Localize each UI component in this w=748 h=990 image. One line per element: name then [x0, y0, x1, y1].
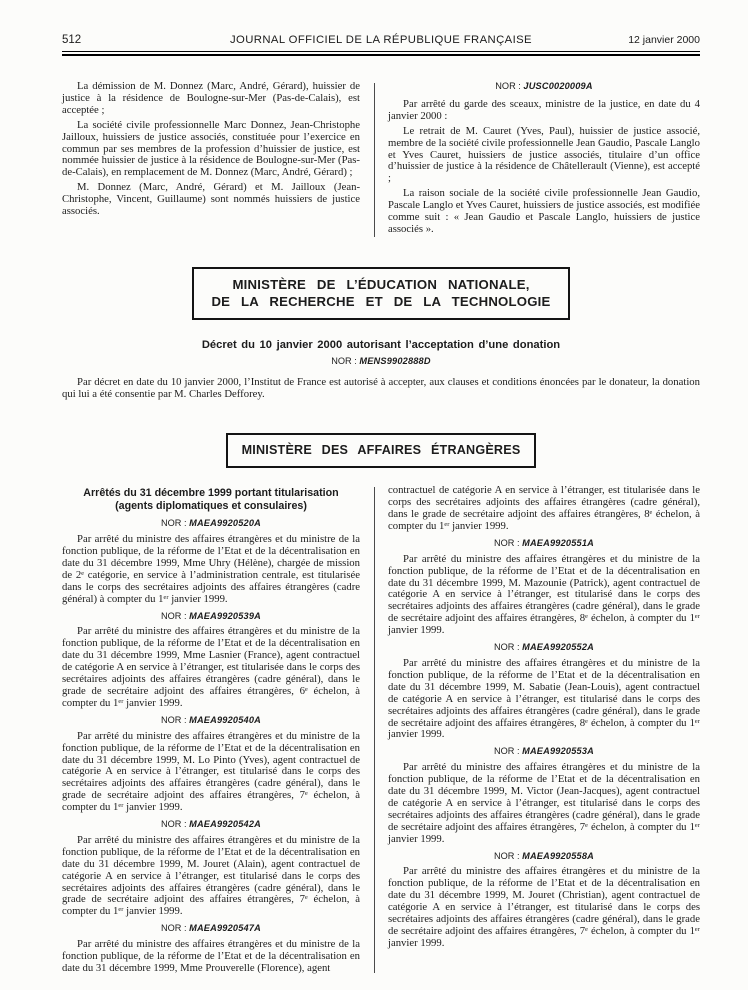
education-ministry-heading-wrap [62, 267, 700, 320]
nor-line [62, 715, 360, 727]
nor-label: NOR : [495, 81, 521, 91]
foreign-affairs-section [62, 485, 700, 975]
nor-line [388, 851, 700, 863]
arretes-title-line1: Arrêtés du 31 décembre 1999 portant titularisation [83, 487, 339, 500]
nor-line [388, 81, 700, 93]
education-ministry-box [192, 267, 569, 320]
foreign-left-column [62, 485, 360, 975]
nor-line [388, 642, 700, 654]
paragraph: Le retrait de M. Cauret (Yves, Paul), huissier de justice associé, membre de la société civile professionnelle Jean Gaudio, Pascale Langlo et Yves Cauret, huissiers de justice associés, titulaire d’un office d’huissier de justice à la résidence de Châtellerault (Vienne), est accepté ; [388, 124, 700, 185]
nor-value: MAEA9920520A [189, 518, 261, 529]
nor-line [62, 611, 360, 623]
column-divider [374, 487, 375, 973]
nor-value: MAEA9920551A [522, 537, 594, 548]
foreign-ministry-heading-wrap [62, 433, 700, 469]
nor-value: MAEA9920558A [522, 850, 594, 861]
nor-line [62, 819, 360, 831]
arretes-title-line2: (agents diplomatiques et consulaires) [115, 500, 307, 513]
nor-label: NOR : [161, 610, 187, 621]
nor-label: NOR : [494, 850, 520, 861]
nor-line [62, 518, 360, 530]
foreign-right-column [388, 485, 700, 975]
nor-label: NOR : [161, 714, 187, 725]
nor-value: MENS9902888D [359, 355, 431, 366]
nor-label: NOR : [161, 518, 187, 529]
nor-value: MAEA9920539A [189, 610, 261, 621]
nor-value: JUSC0020009A [523, 81, 593, 91]
paragraph: Par arrêté du ministre des affaires étrangères et du ministre de la fonction publique, de la réforme de l’Etat et de la décentralisation en date du 31 décembre 1999, M. Jouret (Alain), agent contractuel de catégorie A en service à l’étranger, est titularisé dans le corps des secrétaires adjoints des affaires étrangères (cadre général), dans le grade de secrétaire adjoint des affaires étrangères, 7ᵉ échelon, à compter du 1ᵉʳ janvier 1999. [62, 833, 360, 918]
nor-label: NOR : [494, 537, 520, 548]
nor-label: NOR : [331, 355, 357, 366]
column-divider [374, 83, 375, 237]
nor-label: NOR : [494, 642, 520, 653]
paragraph: Par arrêté du ministre des affaires étrangères et du ministre de la fonction publique, de la réforme de l’Etat et de la décentralisation en date du 31 décembre 1999, Mme Lasnier (France), agent contractuel de catégorie A en service à l’étranger, est titularisée dans le corps des secrétaires adjoints des affaires étrangères (cadre général), dans le grade de secrétaire adjoint des affaires étrangères, 6ᵉ échelon, à compter du 1ᵉʳ janvier 1999. [62, 625, 360, 709]
paragraph: Par arrêté du ministre des affaires étrangères et du ministre de la fonction publique, de la réforme de l’Etat et de la décentralisation en date du 31 décembre 1999, M. Lo Pinto (Yves), agent contractuel de catégorie A en service à l’étranger, est titularisé dans le corps des secrétaires adjoints des affaires étrangères (cadre général), dans le grade de secrétaire adjoint des affaires étrangères, 7ᵉ échelon, à compter du 1ᵉʳ janvier 1999. [62, 729, 360, 814]
continuation-paragraph: contractuel de catégorie A en service à l’étranger, est titularisée dans le corps des secrétaires adjoints des affaires étrangères (cadre général), dans le grade de secrétaire adjoint des affaires étrangères, 8ᵉ échelon, à compter du 1ᵉʳ janvier 1999. [388, 484, 700, 532]
issue-date: 12 janvier 2000 [628, 34, 700, 46]
nor-value: MAEA9920547A [189, 923, 261, 934]
paragraph: M. Donnez (Marc, André, Gérard) et M. Jailloux (Jean-Christophe, Vincent, Guillaume) sont nommés huissiers de justice associés. [62, 181, 360, 218]
ministry-heading-line2: DE LA RECHERCHE ET DE LA TECHNOLOGIE [211, 294, 551, 310]
nor-value: MAEA9920553A [522, 746, 594, 757]
journal-title: JOURNAL OFFICIEL DE LA RÉPUBLIQUE FRANÇAISE [230, 34, 532, 46]
paragraph: La démission de M. Donnez (Marc, André, Gérard), huissier de justice à la résidence de Boulogne-sur-Mer (Pas-de-Calais), est acceptée ; [62, 80, 360, 116]
foreign-ministry-box: MINISTÈRE DES AFFAIRES ÉTRANGÈRES [226, 433, 537, 469]
nor-value: MAEA9920552A [522, 642, 594, 653]
nor-line [388, 538, 700, 550]
page-header [62, 34, 700, 46]
paragraph: Par arrêté du ministre des affaires étrangères et du ministre de la fonction publique, de la réforme de l’Etat et de la décentralisation en date du 31 décembre 1999, M. Sabatie (Jean-Louis), agent contractuel de catégorie A en service à l’étranger, est titularisé dans le corps des secrétaires adjoints des affaires étrangères (cadre général), dans le grade de secrétaire adjoint des affaires étrangères, 8ᵉ échelon, à compter du 1ᵉʳ janvier 1999. [388, 656, 700, 741]
decree-title: Décret du 10 janvier 2000 autorisant l’acceptation d’une donation [201, 338, 561, 351]
nor-value: MAEA9920540A [189, 714, 261, 725]
nor-label: NOR : [161, 923, 187, 934]
paragraph: Par arrêté du ministre des affaires étrangères et du ministre de la fonction publique, de la réforme de l’Etat et de la décentralisation en date du 31 décembre 1999, M. Victor (Jean-Jacques), agent contractuel de catégorie A en service à l’étranger, est titularisé dans le corps des secrétaires adjoints des affaires étrangères (cadre général), dans le grade de secrétaire adjoint des affaires étrangères, 7ᵉ échelon, à compter du 1ᵉʳ janvier 1999. [388, 761, 700, 845]
header-rule-thin [62, 51, 700, 52]
nor-label: NOR : [494, 746, 520, 757]
decree-body [62, 377, 700, 401]
arretes-title [62, 487, 360, 513]
nor-label: NOR : [161, 819, 187, 830]
justice-left-column [62, 81, 360, 239]
nor-line [62, 356, 700, 366]
justice-right-column [388, 81, 700, 239]
paragraph: Par arrêté du ministre des affaires étrangères et du ministre de la fonction publique, de la réforme de l’Etat et de la décentralisation en date du 31 décembre 1999, Mme Prouverelle (Florence), agent [62, 938, 360, 974]
paragraph: Par décret en date du 10 janvier 2000, l’Institut de France est autorisé à accepter, aux clauses et conditions énoncées par le donateur, la donation qui lui a été consentie par M. Charles Defforey. [62, 375, 700, 400]
header-rule [62, 51, 700, 56]
paragraph: La société civile professionnelle Marc Donnez, Jean-Christophe Jailloux, huissiers de justice associés, constituée pour l’exercice en commun par ses membres de la profession d’huissier de justice, est nommée huissier de justice à la résidence de Boulogne-sur-Mer (Pas-de-Calais), en remplacement de M. Donnez (Marc, André, Gérard) ; [62, 118, 360, 179]
ministry-heading-line1: MINISTÈRE DE L’ÉDUCATION NATIONALE, [232, 276, 530, 292]
paragraph: Par arrêté du ministre des affaires étrangères et du ministre de la fonction publique, de la réforme de l’Etat et de la décentralisation en date du 31 décembre 1999, M. Mazounie (Patrick), agent contractuel de catégorie A en service à l’étranger, est titularisé dans le corps des secrétaires adjoints des affaires étrangères (cadre général), dans le grade de secrétaire adjoint des affaires étrangères, 8ᵉ échelon, à compter du 1ᵉʳ janvier 1999. [388, 552, 700, 637]
paragraph: Par arrêté du ministre des affaires étrangères et du ministre de la fonction publique, de la réforme de l’Etat et de la décentralisation en date du 31 décembre 1999, M. Jouret (Christian), agent contractuel de catégorie A en service à l’étranger, est titularisé dans le corps des secrétaires adjoints des affaires étrangères (cadre général), dans le grade de secrétaire adjoint des affaires étrangères, 7ᵉ échelon, à compter du 1ᵉʳ janvier 1999. [388, 865, 700, 949]
header-rule-thick [62, 54, 700, 57]
justice-section [62, 81, 700, 239]
nor-line [62, 923, 360, 935]
nor-line [388, 746, 700, 758]
paragraph: Par arrêté du garde des sceaux, ministre de la justice, en date du 4 janvier 2000 : [388, 97, 700, 122]
paragraph: La raison sociale de la société civile professionnelle Jean Gaudio, Pascale Langlo et Yves Cauret, huissiers de justice associés, est modifiée comme suit : « Jean Gaudio et Pascale Langlo, huissiers de justice associés ». [388, 187, 700, 235]
paragraph: Par arrêté du ministre des affaires étrangères et du ministre de la fonction publique, de la réforme de l’Etat et de la décentralisation en date du 31 décembre 1999, Mme Uhry (Hélène), chargée de mission de 2ᵉ catégorie, en service à l’administration centrale, est titularisée dans le corps des secrétaires adjoints des affaires étrangères (cadre général) à compter du 1ᵉʳ janvier 1999. [62, 533, 360, 605]
page-number: 512 [62, 34, 82, 46]
nor-value: MAEA9920542A [189, 819, 261, 830]
